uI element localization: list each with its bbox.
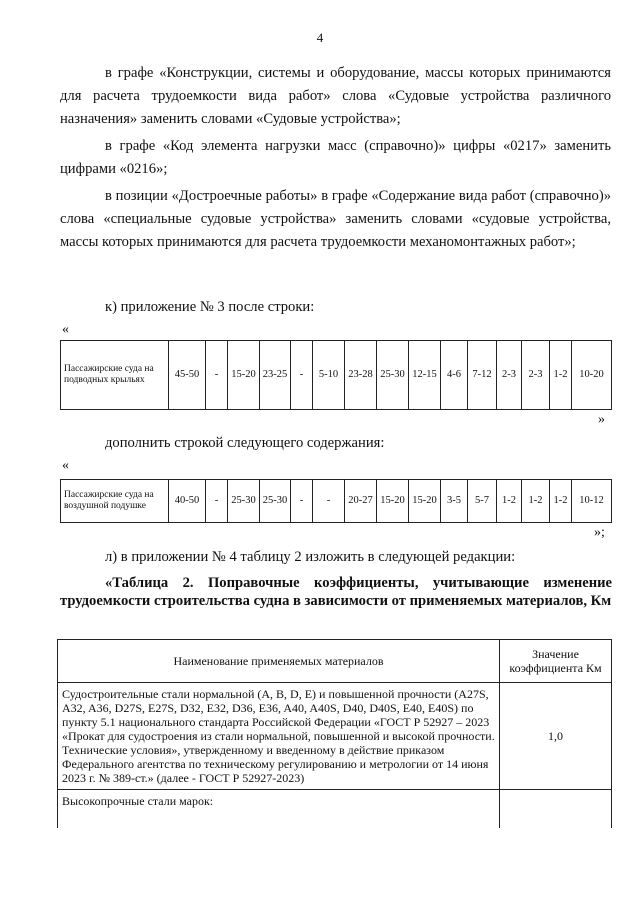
hydrofoil-row-cell: 7-12	[468, 341, 497, 410]
table2-header-name: Наименование применяемых материалов	[58, 640, 500, 683]
hydrofoil-row-name: Пассажирские суда на подводных крыльях	[61, 341, 169, 410]
item-l-text: л) в приложении № 4 таблицу 2 изложить в следующей редакции:	[105, 549, 516, 565]
air-cushion-row-cell: 1-2	[522, 480, 550, 523]
table2-row-name: Судостроительные стали нормальной (A, B, D, E) и повышенной прочности (A27S, A32, A36, D27S, E27S, D32, E32, D36, E36, A40, A40S, D40, D40S, E40, E40S) по пункту 5.1 национального стандарта Российской Федерации «ГОСТ Р 52927 – 2023 «Прокат для судостроения из стали нормальной, повышенной и высокой прочности. Технические условия», утвержденному и введенному в действие приказом Федерального агентства по техническому регулированию и метрологии от 14 июня 2023 г. № 389-ст.» (далее - ГОСТ Р 52927-2023)	[58, 683, 500, 790]
air-cushion-row-cell: 15-20	[409, 480, 441, 523]
hydrofoil-row-cell: 1-2	[550, 341, 572, 410]
table2-header-value: Значение коэффициента Км	[500, 640, 612, 683]
quote-open-2: «	[62, 458, 69, 473]
air-cushion-row-cell: 25-30	[228, 480, 260, 523]
air-cushion-row-cell: 25-30	[260, 480, 291, 523]
air-cushion-row-cell: 5-7	[468, 480, 497, 523]
air-cushion-row-cell: 15-20	[377, 480, 409, 523]
hydrofoil-row-cell: 2-3	[522, 341, 550, 410]
hydrofoil-row-cell: 25-30	[377, 341, 409, 410]
hydrofoil-row-cell: 23-25	[260, 341, 291, 410]
air-cushion-row-cell: 10-12	[572, 480, 612, 523]
air-cushion-row-cell: 3-5	[441, 480, 468, 523]
air-cushion-row-cell: 20-27	[345, 480, 377, 523]
hydrofoil-row-cell: 12-15	[409, 341, 441, 410]
hydrofoil-row-cell: 10-20	[572, 341, 612, 410]
table2-coefficients	[57, 639, 612, 828]
hydrofoil-row-cell: 15-20	[228, 341, 260, 410]
item-k-text: к) приложение № 3 после строки:	[105, 299, 315, 315]
air-cushion-row-name: Пассажирские суда на воздушной подушке	[61, 480, 169, 523]
air-cushion-row-cell: 1-2	[550, 480, 572, 523]
quote-close-2: »;	[594, 525, 605, 540]
hydrofoil-row-cell: -	[291, 341, 313, 410]
table-row-air-cushion	[60, 479, 612, 523]
air-cushion-row-cell: -	[313, 480, 345, 523]
table2-row-value: 1,0	[500, 683, 612, 790]
quote-close-1: »	[598, 412, 605, 427]
hydrofoil-row-cell: -	[206, 341, 228, 410]
table2-row-value	[500, 790, 612, 829]
paragraph-3: в позиции «Достроечные работы» в графе «Содержание вида работ (справочно)» слова «специальные судовые устройства» заменить словами «судовые устройства, массы которых принимаются для расчета трудоемкости механомонтажных работ»;	[60, 188, 611, 250]
paragraph-1: в графе «Конструкции, системы и оборудование, массы которых принимаются для расчета трудоемкости вида работ» слова «Судовые устройства различного назначения» заменить словами «Судовые устройства»;	[60, 65, 611, 127]
air-cushion-row-cell: -	[291, 480, 313, 523]
hydrofoil-row-cell: 45-50	[169, 341, 206, 410]
paragraph-2: в графе «Код элемента нагрузки масс (справочно)» цифры «0217» заменить цифрами «0216»;	[60, 138, 611, 177]
add-line-text: дополнить строкой следующего содержания:	[105, 435, 385, 451]
quote-open-1: «	[62, 322, 69, 337]
air-cushion-row-cell: -	[206, 480, 228, 523]
air-cushion-row-cell: 1-2	[497, 480, 522, 523]
hydrofoil-row-cell: 4-6	[441, 341, 468, 410]
hydrofoil-row-cell: 23-28	[345, 341, 377, 410]
table-row-submarine-hydrofoil	[60, 340, 612, 410]
hydrofoil-row-cell: 5-10	[313, 341, 345, 410]
page-number: 4	[316, 30, 324, 45]
air-cushion-row-cell: 40-50	[169, 480, 206, 523]
hydrofoil-row-cell: 2-3	[497, 341, 522, 410]
table2-row-name: Высокопрочные стали марок:	[58, 790, 500, 829]
table2-heading: «Таблица 2. Поправочные коэффициенты, учитывающие изменение трудоемкости строительства судна в зависимости от применяемых материалов, Км	[60, 575, 612, 609]
